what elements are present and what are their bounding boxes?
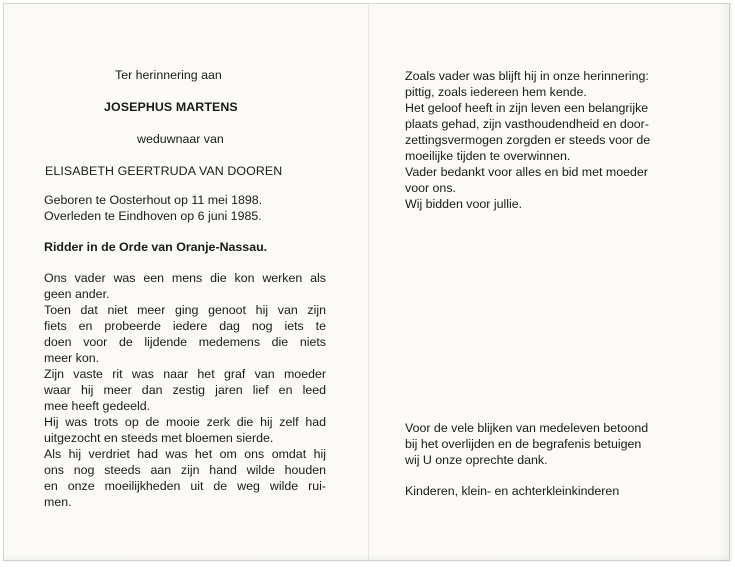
memory-line: voor ons. [405,181,456,195]
story-line: waar hij meer dan zestig jaren lief en leed [44,383,326,397]
story-line: geen ander. [44,287,110,301]
story-line: doen voor de lijdende medemens die niets [44,335,326,349]
birth-line: Geboren te Oosterhout op 11 mei 1898. [44,193,263,207]
memory-line: Vader bedankt voor alles en bid met moeder [405,165,648,179]
story-line: uitgezocht en steeds met bloemen sierde. [44,431,274,445]
memory-line: plaats gehad, zijn vasthoudendheid en door- [405,117,649,131]
death-line: Overleden te Eindhoven op 6 juni 1985. [44,209,262,223]
story-line: Zijn vaste rit was naar het graf van moeder [44,367,326,381]
story-line: meer kon. [44,351,100,365]
relation-text: weduwnaar van [137,132,224,146]
memory-line: Zoals vader was blijft hij in onze herinnering: [405,69,649,83]
thanks-line: wij U onze oprechte dank. [405,453,548,467]
spouse-name: ELISABETH GEERTRUDA VAN DOOREN [45,164,283,178]
story-line: men. [44,495,72,509]
memory-line: Wij bidden voor jullie. [405,197,523,211]
story-line: fiets en probeerde iedere dag nog iets te [44,319,326,333]
thanks-line: bij het overlijden en de begrafenis betuigen [405,437,642,451]
story-line: ons nog steeds aan zijn hand wilde houden [44,463,326,477]
honour-line: Ridder in de Orde van Oranje-Nassau. [44,240,268,254]
thanks-line: Voor de vele blijken van medeleven betoond [405,421,649,435]
story-line: Ons vader was een mens die kon werken als [44,271,326,285]
memory-paragraph [405,68,687,212]
memory-line: Het geloof heeft in zijn leven een belangrijke [405,101,649,115]
card-bottom-shadow [3,552,730,562]
card-fold-line [368,3,369,561]
story-line: Hij was trots op de mooie zerk die hij zelf had [44,415,326,429]
memory-line: zettingsvermogen zorgden er steeds voor de [405,133,651,147]
memory-line: pittig, zoals iedereen hem kende. [405,85,587,99]
memory-line: moeilijke tijden te overwinnen. [405,149,571,163]
family-signature: Kinderen, klein- en achterkleinkinderen [405,484,620,498]
story-paragraph [44,270,326,510]
story-line: Toen dat niet meer ging genoot hij van zijn [44,303,326,317]
deceased-name: JOSEPHUS MARTENS [104,100,238,114]
story-line: Als hij verdriet had was het om ons omdat hij [44,447,326,461]
intro-text: Ter herinnering aan [115,68,222,82]
story-line: mee heeft gedeeld. [44,399,151,413]
card-edge-shadow [718,3,732,561]
story-line: en onze moeilijkheden uit de weg wilde rui- [44,479,326,493]
thanks-paragraph [405,420,687,468]
